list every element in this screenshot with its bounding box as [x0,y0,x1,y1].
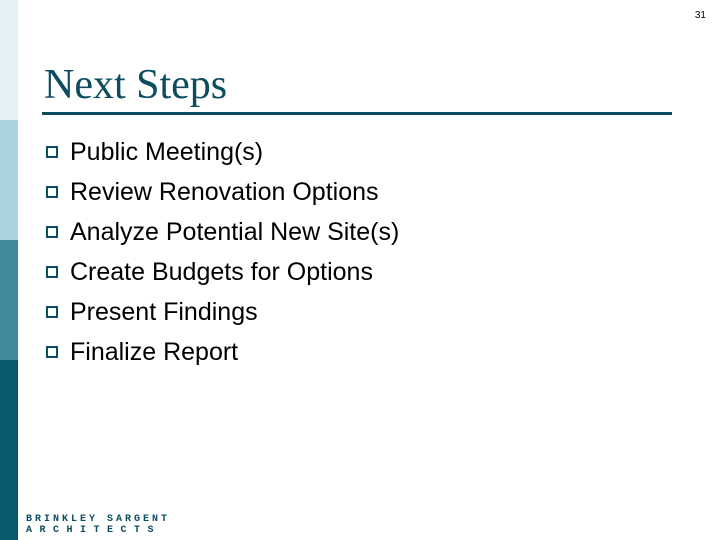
sidebar-band-mid-light [0,120,18,240]
sidebar-band-dark [0,360,18,540]
bullet-item [46,212,399,252]
bullet-item [46,332,399,372]
title-underline [42,112,672,115]
slide-number: 31 [694,10,706,21]
square-bullet-icon [46,186,58,198]
square-bullet-icon [46,306,58,318]
square-bullet-icon [46,226,58,238]
bullet-item [46,292,399,332]
logo-text-line1: BRINKLEY SARGENT [26,514,171,525]
sidebar-band-mid-dark [0,240,18,360]
bullet-text: Create Budgets for Options [70,257,373,286]
logo-text-line2: ARCHITECTS [26,525,162,536]
square-bullet-icon [46,146,58,158]
bullet-text: Analyze Potential New Site(s) [70,217,400,246]
square-bullet-icon [46,266,58,278]
sidebar-color-band [0,0,18,540]
bullet-text: Present Findings [70,297,258,326]
company-logo [26,514,170,536]
bullet-text: Finalize Report [70,337,239,366]
bullet-text: Public Meeting(s) [70,137,264,166]
bullet-item [46,132,399,172]
square-bullet-icon [46,346,58,358]
bullet-item [46,252,399,292]
bullet-item [46,172,399,212]
slide-title: Next Steps [44,62,228,108]
bullet-list [46,132,399,372]
sidebar-band-light [0,0,18,120]
bullet-text: Review Renovation Options [70,177,379,206]
